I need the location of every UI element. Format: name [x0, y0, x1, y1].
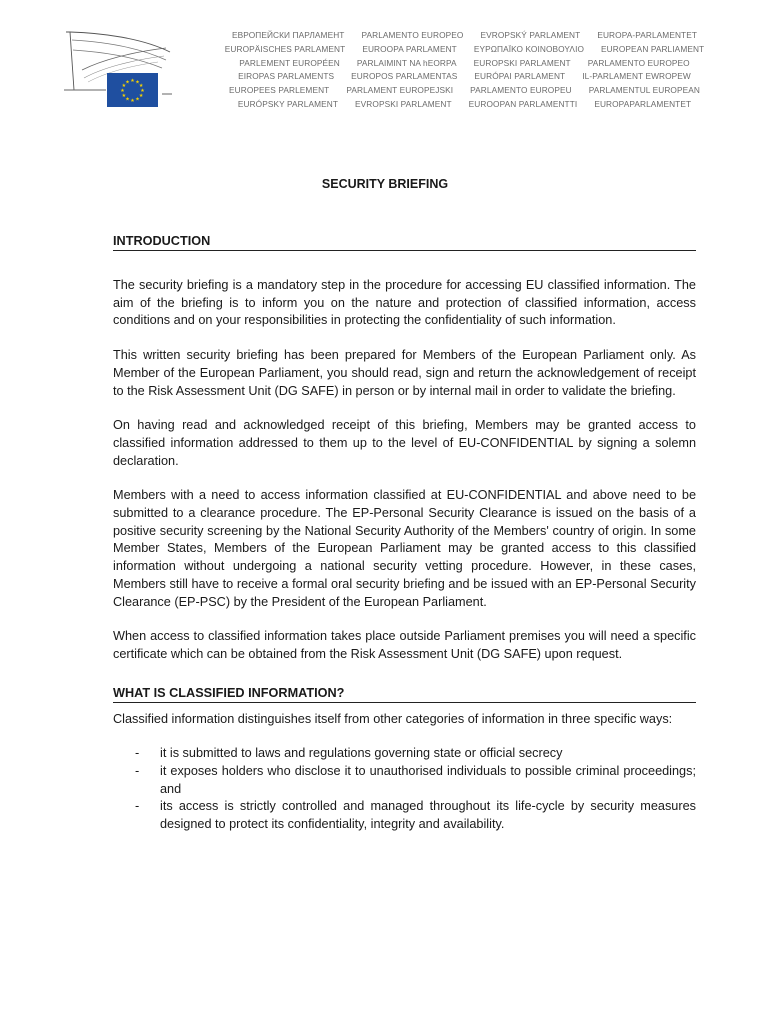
parliament-name: PARLAMENT EUROPEJSKI: [346, 85, 454, 96]
bullet-list: [113, 745, 696, 834]
parliament-name: IL-PARLAMENT EWROPEW: [582, 71, 691, 82]
list-item-text: it is submitted to laws and regulations governing state or official secrecy: [160, 746, 563, 761]
svg-text:★: ★: [140, 88, 145, 94]
parliament-name: EIROPAS PARLAMENTS: [238, 71, 335, 82]
list-item: [135, 745, 696, 763]
paragraph: Members with a need to access information classified at EU-CONFIDENTIAL and above need to be submitted to a clearance procedure. The EP-Personal Security Clearance is issued on the basis of a positive security screening by the National Security Authority of the Members' country of origin. In some Member States, Members of the European Parliament may be granted access to this classified information without undergoing a national security vetting procedure. However, in these cases, Members still have to receive a formal oral security briefing and be issued with an EP-Personal Security Clearance (EP-PSC) by the President of the European Parliament.: [113, 488, 696, 609]
document-body: [113, 234, 696, 834]
letterhead-line: [207, 43, 722, 57]
parliament-name: EURÓPSKY PARLAMENT: [237, 98, 339, 109]
letterhead-line: [207, 84, 722, 98]
letterhead-line: [207, 98, 722, 112]
svg-text:★: ★: [138, 83, 144, 89]
parliament-name: EUROOPAN PARLAMENTTI: [468, 98, 578, 109]
parliament-name: EVROPSKI PARLAMENT: [355, 98, 452, 109]
svg-text:★: ★: [120, 88, 125, 94]
svg-text:★: ★: [121, 93, 127, 99]
svg-text:★: ★: [121, 83, 127, 89]
paragraph: When access to classified information takes place outside Parliament premises you will need a specific certificate which can be obtained from the Risk Assessment Unit (DG SAFE) upon request.: [113, 629, 696, 661]
paragraph: Classified information distinguishes itself from other categories of information in three specific ways:: [113, 711, 673, 726]
parliament-name: PARLAMENTUL EUROPEAN: [588, 85, 700, 96]
parliament-name: EURÓPAI PARLAMENT: [474, 71, 566, 82]
section-heading-introduction: INTRODUCTION: [113, 234, 696, 251]
svg-text:★: ★: [125, 96, 130, 103]
parliament-name: EUROPEES PARLEMENT: [229, 85, 330, 96]
parliament-name: EUROOPA PARLAMENT: [362, 43, 457, 54]
parliament-name: EUROPÄISCHES PARLAMENT: [224, 43, 346, 54]
svg-text:★: ★: [130, 78, 135, 84]
parliament-name: ЕВРОПЕЙСКИ ПАРЛАМЕНТ: [231, 30, 345, 40]
parliament-name: EUROPEAN PARLIAMENT: [601, 43, 705, 54]
list-item: [135, 798, 696, 833]
svg-text:★: ★: [138, 93, 144, 99]
letterhead: [62, 26, 722, 116]
svg-text:★: ★: [135, 96, 140, 103]
section-heading-classified-information: WHAT IS CLASSIFIED INFORMATION?: [113, 686, 696, 703]
parliament-name: PARLAMENTO EUROPEO: [361, 30, 464, 40]
paragraph: The security briefing is a mandatory step in the procedure for accessing EU classified information. The aim of the briefing is to inform you on the nature and protection of classified information, access conditions and on your responsibilities in protecting the confidentiality of such information.: [113, 278, 696, 328]
parliament-name: EUROPA-PARLAMENTET: [597, 30, 698, 40]
parliament-name: EUROPSKI PARLAMENT: [473, 57, 571, 68]
paragraph: On having read and acknowledged receipt of this briefing, Members may be granted access to classified information addressed to them up to the level of EU-CONFIDENTIAL by signing a solemn declaration.: [113, 418, 696, 468]
svg-text:★: ★: [135, 79, 140, 86]
bullet-dash: -: [135, 799, 140, 814]
svg-text:★: ★: [125, 79, 130, 86]
bullet-dash: -: [135, 746, 140, 761]
letterhead-line: [207, 57, 722, 71]
paragraph: This written security briefing has been prepared for Members of the European Parliament only. As Member of the European Parliament, you should read, sign and return the acknowledgement of receipt to the Risk Assessment Unit (DG SAFE) in person or by internal mail in order to validate the briefing.: [113, 348, 696, 398]
parliament-name: EVROPSKÝ PARLAMENT: [480, 30, 581, 40]
svg-text:★: ★: [130, 98, 135, 104]
parliament-name: PARLAIMINT NA hEORPA: [356, 57, 457, 68]
list-item: [135, 763, 696, 798]
list-item-text: its access is strictly controlled and managed throughout its life-cycle by security measures designed to protect its confidentiality, integrity and availability.: [160, 799, 696, 832]
letterhead-line: [207, 70, 722, 84]
parliament-names: [207, 29, 722, 112]
parliament-name: PARLAMENTO EUROPEO: [587, 57, 690, 68]
parliament-name: PARLEMENT EUROPÉEN: [239, 57, 340, 68]
parliament-name: EUROPOS PARLAMENTAS: [351, 71, 458, 82]
parliament-name: EUROPAPARLAMENTET: [594, 98, 692, 109]
bullet-dash: -: [135, 764, 140, 779]
parliament-name: PARLAMENTO EUROPEU: [470, 85, 572, 96]
letterhead-line: [207, 29, 722, 43]
document-title: SECURITY BRIEFING: [321, 177, 449, 191]
european-parliament-logo: [62, 26, 172, 110]
parliament-name: ΕΥΡΩΠΑΪΚΟ ΚΟΙΝΟΒΟΥΛΙΟ: [473, 43, 585, 54]
list-item-text: it exposes holders who disclose it to unauthorised individuals to possible criminal proceedings; and: [160, 764, 696, 796]
